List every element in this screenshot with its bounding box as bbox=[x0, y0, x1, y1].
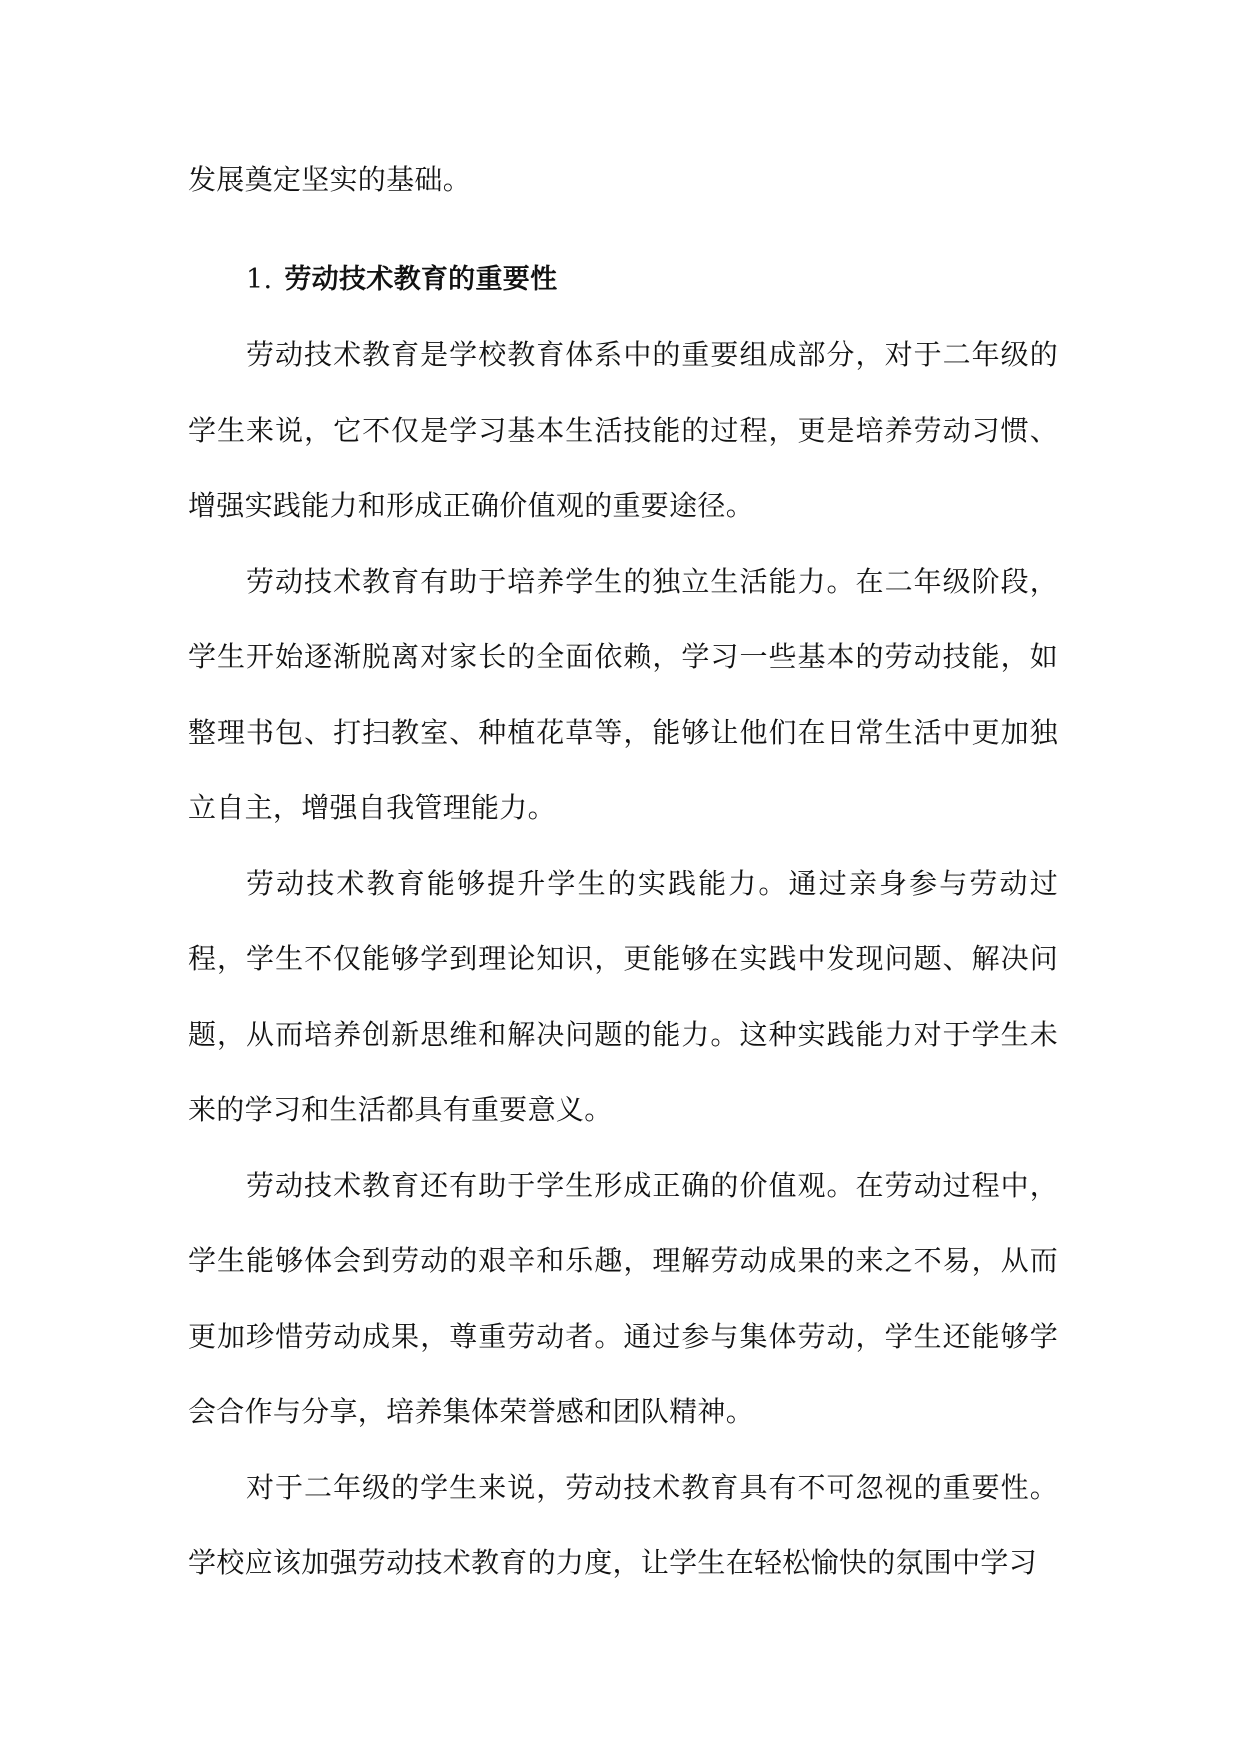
section-title: 劳动技术教育的重要性 bbox=[284, 263, 558, 295]
body-paragraph: 劳动技术教育是学校教育体系中的重要组成部分，对于二年级的学生来说，它不仅是学习基本生活技能的过程，更是培养劳动习惯、增强实践能力和形成正确价值观的重要途径。 bbox=[188, 338, 1058, 522]
section-heading bbox=[188, 242, 1058, 318]
section-spacer bbox=[188, 218, 1058, 242]
body-paragraph: 劳动技术教育还有助于学生形成正确的价值观。在劳动过程中，学生能够体会到劳动的艰辛和乐趣，理解劳动成果的来之不易，从而更加珍惜劳动成果，尊重劳动者。通过参与集体劳动，学生还能够学会合作与分享，培养集体荣誉感和团队精神。 bbox=[188, 1168, 1058, 1428]
section-number: 1. bbox=[246, 263, 273, 295]
body-paragraph: 劳动技术教育能够提升学生的实践能力。通过亲身参与劳动过程，学生不仅能够学到理论知识，更能够在实践中发现问题、解决问题，从而培养创新思维和解决问题的能力。这种实践能力对于学生未来的学习和生活都具有重要意义。 bbox=[188, 866, 1058, 1126]
body-paragraph: 对于二年级的学生来说，劳动技术教育具有不可忽视的重要性。学校应该加强劳动技术教育的力度，让学生在轻松愉快的氛围中学习 bbox=[188, 1470, 1058, 1579]
body-paragraph: 劳动技术教育有助于培养学生的独立生活能力。在二年级阶段，学生开始逐渐脱离对家长的全面依赖，学习一些基本的劳动技能，如整理书包、打扫教室、种植花草等，能够让他们在日常生活中更加独立自主，增强自我管理能力。 bbox=[188, 564, 1058, 824]
continuation-paragraph: 发展奠定坚实的基础。 bbox=[188, 163, 472, 196]
document-body bbox=[188, 142, 1058, 1601]
